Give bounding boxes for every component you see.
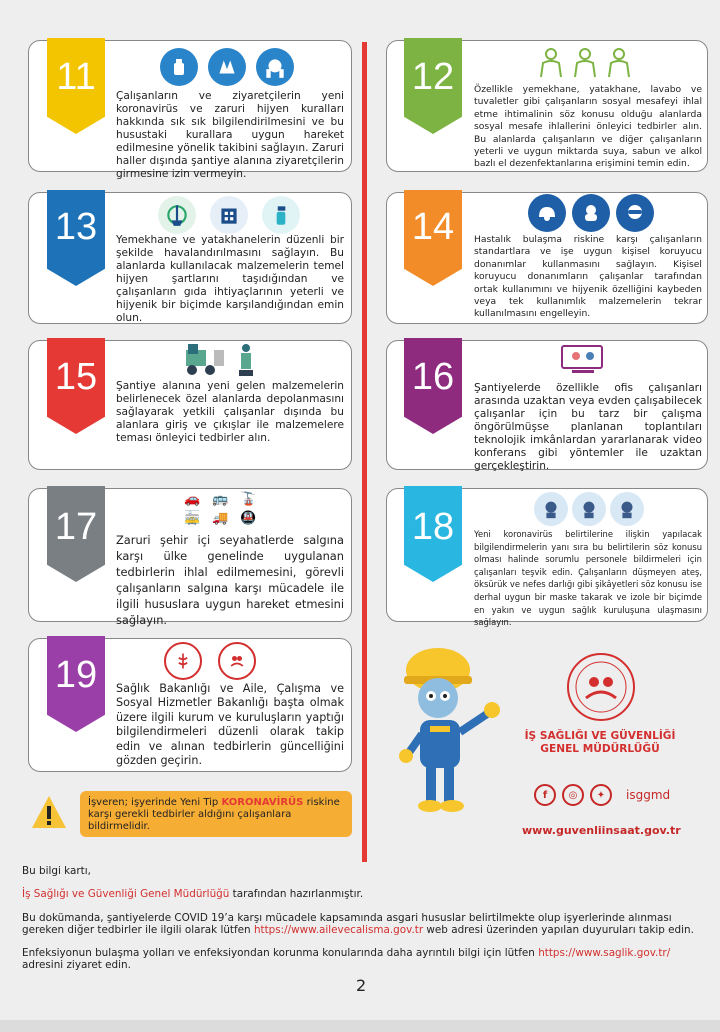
card-13-icons [158,196,300,234]
card-12-text: Özellikle yemekhane, yatakhane, lavabo ve tuvaletler gibi çalışanların sosyal mesafeyi ihlal etme ihtimalinin söz konusu olduğu alanlarda sosyal mesafe ihlallerini önleyici tedbirler alın. Bu alanlarda çalışanların ve diğer çalışanların yeterli ve uygun miktarda suya, sabun ve alkol bazlı el dezenfektanlarına erişimini temin edin. [474,84,702,170]
fever-icon [534,492,568,526]
card-17-text: Zaruri şehir içi seyahatlerde salgına karşı ülke genelinde uygulanan tedbirlerin ihlal edilmemesini, görevli çalışanların salgına karşı mücadele ile ilgili hususlara uygun hareket etmesini sağlayın. [116,533,344,627]
tram-icon: 🚋 [184,511,201,526]
social-links [534,784,670,806]
brand-name [520,730,680,756]
card-12-number: 12 [411,56,455,98]
hand-washing-icon [208,48,246,86]
isggm-logo [566,652,636,722]
card-15-icons [180,342,258,378]
card-16-number: 16 [411,356,455,398]
card-15-text: Şantiye alanına yeni gelen malzemelerin belirlenecek özel alanlarda depolanmasını sağlayarak yetkili çalışanlar dışında bu alanlara giriş ve çıkışlar ile malzemelere teması önleyici tedbirler alın. [116,380,344,444]
saglik-link[interactable]: https://www.saglik.gov.tr/ [538,947,671,959]
footer-paragraph-2 [22,948,698,971]
person-icon [536,46,566,80]
car-icon: 🚗 [184,492,201,507]
hand-sanitizer-icon [160,48,198,86]
footer-para1-end: web adresi üzerinden yapılan duyuruları takip edin. [423,923,694,936]
brand-name-line2: GENEL MÜDÜRLÜĞÜ [540,743,660,755]
worker-box-icon [234,342,258,378]
facebook-icon[interactable]: f [534,784,556,806]
ministry-labor-logo-icon [218,642,256,680]
footer-para1-text: Bu dokümanda, şantiyelerde COVID 19’a karşı mücadele kapsamında asgari hususlar belirtilmekte olup işyerlerinde alınması gereken diğer tedbirler ile ilgili olarak lütfen [22,912,672,936]
card-13-text: Yemekhane ve yatakhanelerin düzenli bir şekilde havalandırılmasını sağlayın. Bu alanlarda kullanılacak malzemelerin temel hijyen şartlarını taşıdığından ve çalışanların gıda ihtiyaçlarının yeterli ve hijyenik bir biçimde karşılandığından emin olun. [116,234,344,324]
ministry-health-logo-icon [164,642,202,680]
website-link[interactable]: www.guvenliinsaat.gov.tr [522,824,681,837]
warning-icon [30,794,68,832]
warning-box [80,791,352,837]
face-mask-icon [572,194,610,232]
twitter-icon[interactable]: ✦ [590,784,612,806]
goggles-icon [616,194,654,232]
card-14-text: Hastalık bulaşma riskine karşı çalışanların standartlara ve işe uygun kişisel koruyucu donanımlar kullanmasını sağlayın. Kişisel koruyucu donanımların çalışanlar tarafından ortak kullanımını ve hijyenik özelliğini kaybeden veya tek kullanımlık malzemelerin tekrar kullanılmasını engelleyin. [474,234,702,320]
card-12-icons [536,46,634,80]
card-16-text: Şantiyelerde özellikle ofis çalışanları arasında uzaktan veya evden çalışabilecek çalışanlar için bu tarz bir çalışma öngörülmüşse planlanan toplantıları teknolojik imkânlardan yararlanarak video konferans gibi yöntemler ile uzaktan gerçekleştirin. [474,382,702,472]
person-icon [604,46,634,80]
footer-prepared-text: tarafından hazırlanmıştır. [229,888,364,900]
card-19-number: 19 [54,654,98,696]
center-divider [362,42,367,862]
footer-para2-end: adresini ziyaret edin. [22,958,131,971]
card-15-number: 15 [54,356,98,398]
forklift-icon [180,342,228,378]
metro-icon: 🚇 [240,511,257,526]
breath-icon [610,492,644,526]
warning-highlight: KORONAVİRÜS [221,797,304,808]
footer-intro: Bu bilgi kartı, [22,865,91,877]
footer-paragraph-1 [22,913,698,936]
card-18-text: Yeni koronavirüs belirtilerine ilişkin yapılacak bilgilendirmelerin yanı sıra bu belirtilerin söz konusu olması halinde sorumlu personele bildirmeleri için çalışanları teşvik edin. Çalışanların düşmeyen ateş, öksürük ve nefes darlığı gibi şikâyetleri söz konusu ise derhal uygun bir maske takarak ve izole bir biçimde en yakın ve uygun sağlık kuruluşuna ulaşmasını sağlayın. [474,529,702,628]
brand-name-line1: İŞ SAĞLIĞI VE GÜVENLİĞİ [524,730,676,742]
helmet-icon [528,194,566,232]
video-conference-icon [556,340,612,378]
cough-icon [572,492,606,526]
footer-para2-text: Enfeksiyonun bulaşma yolları ve enfeksiyondan korunma konularında daha ayrıntılı bilgi için lütfen [22,947,539,959]
cleaning-broom-icon [158,196,196,234]
warning-text-start: İşveren; işyerinde Yeni Tip [88,797,222,808]
spray-bottle-icon [262,196,300,234]
page-number: 2 [356,976,367,995]
card-11-text: Çalışanların ve ziyaretçilerin yeni koronavirüs ve zaruri hijyen kuralları hakkında sık sık bilgilendirilmesini ve bu husustaki kurallara uygun hareket edilmesine yönelik takibini sağlayın. Zaruri haller dışında şantiye alanına ziyaretçilerin girmesine izin vermeyin. [116,90,344,180]
person-icon [570,46,600,80]
card-11-icons [160,48,294,86]
card-18-number: 18 [411,506,455,548]
card-14-number: 14 [411,206,455,248]
cleaning-building-icon [210,196,248,234]
warning-text-end: riskine karşı gerekli tedbirler aldığını çalışanlara bildirmelidir. [88,797,340,832]
bus-icon: 🚌 [212,492,229,507]
mascot-worker-illustration [394,642,506,820]
card-11-number: 11 [56,56,96,98]
card-17-number: 17 [54,506,98,548]
card-14-icons [528,194,654,232]
footer-org: İş Sağlığı ve Güvenliği Genel Müdürlüğü [22,888,230,900]
instagram-icon[interactable]: ◎ [562,784,584,806]
face-touch-icon [256,48,294,86]
card-16-icons [556,340,612,378]
card-17-icons [184,492,264,526]
card-19-icons [164,642,256,680]
ailevecalisma-link[interactable]: https://www.ailevecalisma.gov.tr [253,923,424,936]
footer-prepared [22,889,363,901]
card-18-icons [534,492,644,526]
cable-car-icon: 🚡 [240,492,257,507]
social-handle: isggmd [626,788,671,802]
card-13-number: 13 [54,206,98,248]
truck-icon: 🚚 [212,511,229,526]
card-19-text: Sağlık Bakanlığı ve Aile, Çalışma ve Sosyal Hizmetler Bakanlığı başta olmak üzere ilgili kurum ve kuruluşların yaptığı bilgilendirmeleri düzenli olarak takip edin ve alınan tedbirlerin güncelliğini gözden geçirin. [116,682,344,768]
